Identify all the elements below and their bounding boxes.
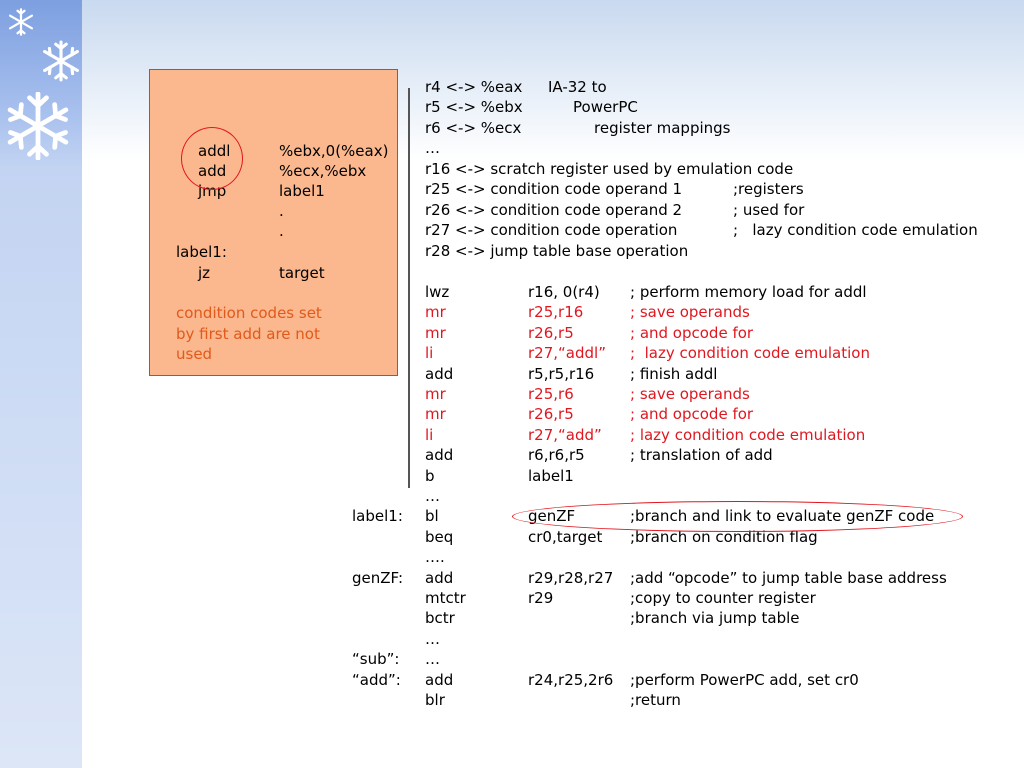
code-operands: r25,r16	[528, 303, 584, 321]
code-comment: ; and opcode for	[630, 405, 754, 423]
register-mapping-line: r25 <-> condition code operand 1	[425, 180, 683, 198]
code-comment: ;perform PowerPC add, set cr0	[630, 671, 859, 689]
box-note: condition codes set	[176, 304, 322, 322]
mapping-comment: ;registers	[733, 180, 804, 198]
code-label: label1:	[352, 507, 403, 525]
code-operands: r27,“add”	[528, 426, 602, 444]
code-operands: genZF	[528, 507, 576, 525]
code-comment: ;copy to counter register	[630, 589, 816, 607]
box-label: label1:	[176, 243, 227, 261]
register-mapping-line: r26 <-> condition code operand 2	[425, 201, 683, 219]
code-operands: r25,r6	[528, 385, 574, 403]
code-opcode: b	[425, 467, 435, 485]
code-opcode: ….	[425, 548, 445, 566]
code-operands: r29	[528, 589, 554, 607]
code-comment: ; save operands	[630, 385, 750, 403]
addl-highlight-circle	[181, 127, 243, 190]
code-label: “add”:	[352, 671, 401, 689]
code-opcode: li	[425, 344, 434, 362]
code-operands: r16, 0(r4)	[528, 283, 600, 301]
mapping-title: PowerPC	[573, 98, 638, 116]
box-op: jmp	[198, 182, 227, 200]
code-opcode: add	[425, 671, 454, 689]
code-operands: r24,r25,2r6	[528, 671, 614, 689]
code-comment: ; lazy condition code emulation	[630, 344, 870, 362]
code-comment: ;branch via jump table	[630, 609, 800, 627]
register-mapping-line: r4 <-> %eax	[425, 78, 523, 96]
code-opcode: mr	[425, 385, 446, 403]
code-opcode: add	[425, 569, 454, 587]
code-opcode: mtctr	[425, 589, 466, 607]
box-args: %ebx,0(%eax)	[279, 142, 389, 160]
box-args: target	[279, 264, 325, 282]
code-comment: ; finish addl	[630, 365, 718, 383]
box-args: label1	[279, 182, 325, 200]
code-opcode: lwz	[425, 283, 450, 301]
code-label: “sub”:	[352, 650, 400, 668]
mapping-title: register mappings	[594, 119, 731, 137]
code-operands: r29,r28,r27	[528, 569, 614, 587]
code-opcode: blr	[425, 691, 445, 709]
box-op: addl	[198, 142, 231, 160]
register-mapping-line: r5 <-> %ebx	[425, 98, 523, 116]
code-opcode: …	[425, 630, 440, 648]
code-operands: r6,r6,r5	[528, 446, 585, 464]
code-opcode: bctr	[425, 609, 455, 627]
genzf-highlight-ellipse	[512, 501, 963, 532]
code-operands: r27,“addl”	[528, 344, 606, 362]
box-op: add	[198, 162, 227, 180]
code-label: genZF:	[352, 569, 404, 587]
code-comment: ;return	[630, 691, 681, 709]
mapping-comment: ; lazy condition code emulation	[733, 221, 978, 239]
code-opcode: add	[425, 365, 454, 383]
code-comment: ; translation of add	[630, 446, 773, 464]
box-op: jz	[198, 264, 211, 282]
register-mapping-line: …	[425, 139, 440, 157]
code-comment: ; lazy condition code emulation	[630, 426, 866, 444]
register-mapping-line: r28 <-> jump table base operation	[425, 242, 689, 260]
code-comment: ; and opcode for	[630, 324, 754, 342]
code-opcode: …	[425, 650, 440, 668]
code-operands: r26,r5	[528, 405, 574, 423]
box-dot: .	[279, 222, 284, 240]
box-note: by first add are not	[176, 325, 320, 343]
code-opcode: mr	[425, 303, 446, 321]
snowflake-icon	[40, 40, 82, 82]
register-mapping-line: r16 <-> scratch register used by emulation code	[425, 160, 794, 178]
code-opcode: …	[425, 487, 440, 505]
code-operands: r5,r5,r16	[528, 365, 595, 383]
code-operands: label1	[528, 467, 574, 485]
box-note: used	[176, 345, 213, 363]
divider-line	[408, 88, 410, 488]
code-comment: ; perform memory load for addl	[630, 283, 867, 301]
box-dot: .	[279, 202, 284, 220]
code-operands: cr0,target	[528, 528, 603, 546]
code-comment: ;add “opcode” to jump table base address	[630, 569, 947, 587]
code-opcode: add	[425, 446, 454, 464]
mapping-comment: ; used for	[733, 201, 805, 219]
code-comment: ;branch on condition flag	[630, 528, 818, 546]
ia32-code-box	[149, 69, 398, 376]
box-args: %ecx,%ebx	[279, 162, 367, 180]
code-opcode: beq	[425, 528, 454, 546]
register-mapping-line: r6 <-> %ecx	[425, 119, 522, 137]
code-opcode: bl	[425, 507, 439, 525]
code-opcode: mr	[425, 324, 446, 342]
code-comment: ; save operands	[630, 303, 750, 321]
register-mapping-line: r27 <-> condition code operation	[425, 221, 678, 239]
code-opcode: li	[425, 426, 434, 444]
snowflake-icon	[4, 92, 72, 160]
mapping-title: IA-32 to	[548, 78, 607, 96]
code-opcode: mr	[425, 405, 446, 423]
code-comment: ;branch and link to evaluate genZF code	[630, 507, 935, 525]
snowflake-icon	[7, 8, 35, 36]
code-operands: r26,r5	[528, 324, 574, 342]
